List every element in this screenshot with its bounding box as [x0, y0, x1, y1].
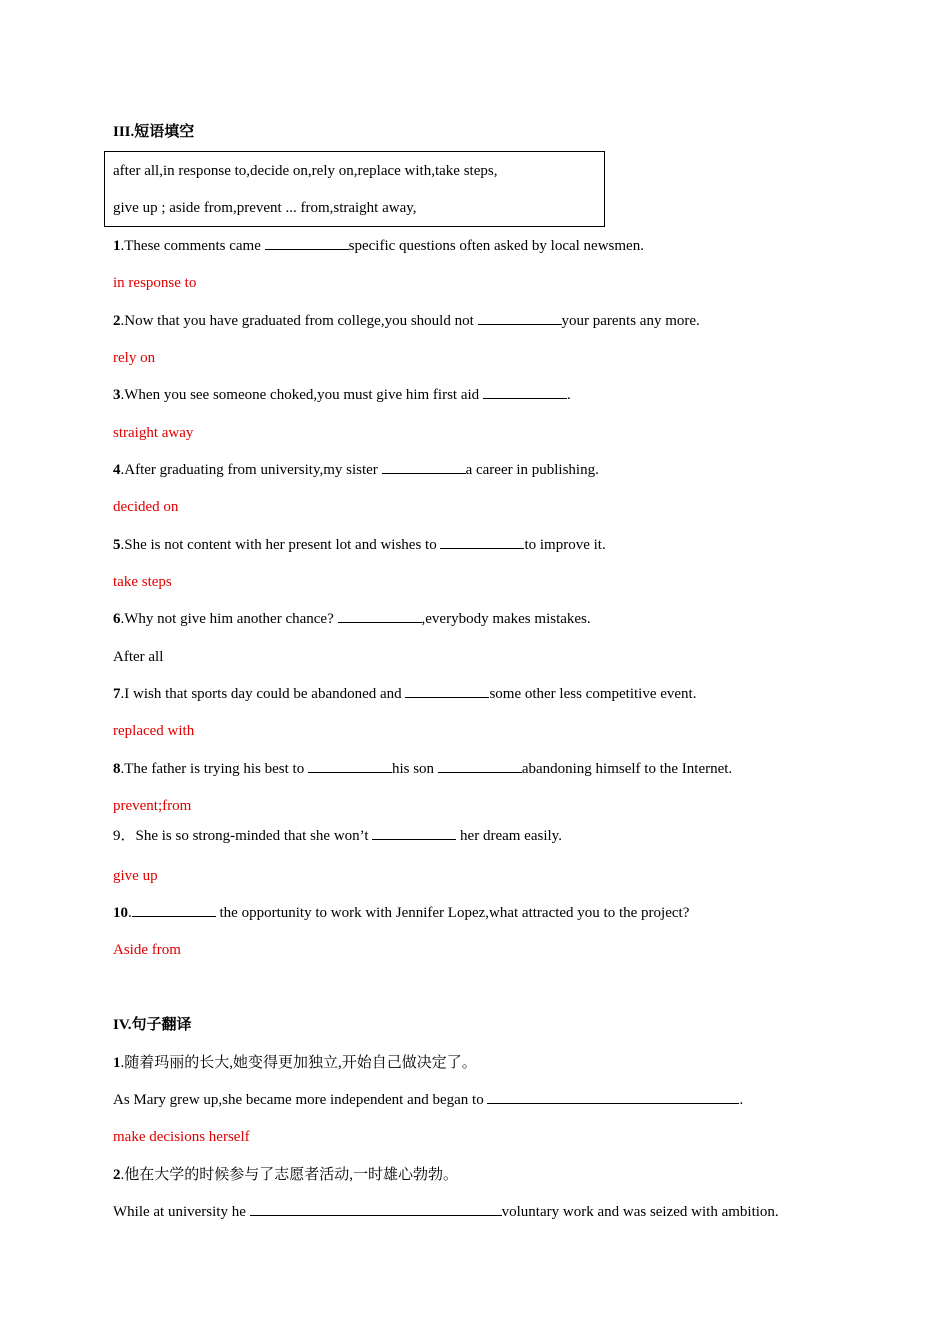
question-text: .She is not content with her present lot and wishes to [120, 537, 441, 553]
question-7 [113, 684, 696, 704]
question-2 [113, 311, 700, 331]
question-text: his son [391, 761, 438, 777]
question-number: 3 [113, 387, 121, 403]
question-text: to improve it. [524, 537, 606, 553]
phrase-box [104, 151, 605, 227]
translation-text: voluntary work and was seized with ambition. [501, 1204, 779, 1220]
translation-2-english [113, 1202, 779, 1222]
translation-1-english [113, 1090, 743, 1110]
question-text: .When you see someone choked,you must give him first aid [120, 387, 483, 403]
question-9 [113, 826, 562, 846]
answer-blank[interactable] [132, 903, 216, 917]
question-text: .I wish that sports day could be abandoned and [120, 686, 406, 702]
question-text: ,everybody makes mistakes. [421, 611, 591, 627]
answer-blank[interactable] [372, 826, 456, 840]
answer-blank[interactable] [438, 759, 522, 773]
question-number: 1 [113, 238, 121, 254]
answer-2: rely on [113, 350, 156, 366]
question-1 [113, 236, 644, 256]
answer-blank[interactable] [265, 236, 349, 250]
question-text: . [128, 905, 132, 921]
translation-2-chinese [113, 1165, 458, 1185]
answer-3: straight away [113, 425, 194, 441]
question-text: .These comments came [120, 238, 265, 254]
answer-9: give up [113, 868, 158, 884]
question-text: .Now that you have graduated from college,you should not [120, 313, 478, 329]
answer-blank[interactable] [382, 460, 466, 474]
question-number: 5 [113, 537, 121, 553]
question-text: your parents any more. [561, 313, 700, 329]
chinese-sentence: .随着玛丽的长大,她变得更加独立,开始自己做决定了。 [120, 1055, 477, 1071]
phrase-box-line-1: after all,in response to,decide on,rely on,replace with,take steps, [113, 163, 498, 179]
question-text: her dream easily. [456, 828, 562, 844]
answer-blank[interactable] [308, 759, 392, 773]
question-number: 10 [113, 905, 128, 921]
translation-answer-1: make decisions herself [113, 1129, 250, 1145]
translation-text: As Mary grew up,she became more independent and began to [113, 1092, 488, 1108]
question-8 [113, 759, 732, 779]
question-4 [113, 460, 599, 480]
question-number: 6 [113, 611, 121, 627]
answer-blank[interactable] [440, 535, 524, 549]
translation-1-chinese [113, 1053, 477, 1073]
answer-10: Aside from [113, 942, 181, 958]
answer-5: take steps [113, 574, 172, 590]
translation-number: 1 [113, 1055, 121, 1071]
question-10 [113, 903, 689, 923]
translation-text: . [739, 1092, 744, 1108]
answer-blank[interactable] [478, 311, 562, 325]
answer-blank[interactable] [250, 1202, 502, 1216]
question-text: .The father is trying his best to [120, 761, 308, 777]
question-number: 4 [113, 462, 121, 478]
phrase-box-line-2: give up ; aside from,prevent ... from,straight away, [113, 200, 417, 216]
question-3 [113, 385, 571, 405]
answer-7: replaced with [113, 723, 195, 739]
answer-6: After all [113, 649, 164, 665]
question-text: the opportunity to work with Jennifer Lopez,what attracted you to the project? [215, 905, 690, 921]
question-number: 8 [113, 761, 121, 777]
question-text: 9．She is so strong-minded that she won’t [113, 828, 373, 844]
question-number: 7 [113, 686, 121, 702]
question-text: a career in publishing. [465, 462, 599, 478]
section-3-heading [113, 122, 194, 142]
question-5 [113, 535, 606, 555]
question-6 [113, 609, 591, 629]
question-number: 2 [113, 313, 121, 329]
question-text: some other less competitive event. [489, 686, 697, 702]
question-text: .Why not give him another chance? [120, 611, 338, 627]
section-4-title: 句子翻译 [131, 1017, 192, 1033]
translation-text: While at university he [113, 1204, 250, 1220]
answer-blank[interactable] [487, 1090, 739, 1104]
answer-blank[interactable] [338, 609, 422, 623]
question-text: .After graduating from university,my sister [120, 462, 382, 478]
answer-1: in response to [113, 275, 197, 291]
question-text: . [566, 387, 571, 403]
answer-blank[interactable] [483, 385, 567, 399]
answer-8: prevent;from [113, 798, 192, 814]
chinese-sentence: .他在大学的时候参与了志愿者活动,一时雄心勃勃。 [120, 1167, 459, 1183]
answer-blank[interactable] [405, 684, 489, 698]
section-3-number: III. [113, 124, 135, 140]
section-4-number: IV. [113, 1017, 132, 1033]
answer-4: decided on [113, 499, 179, 515]
translation-number: 2 [113, 1167, 121, 1183]
question-text: abandoning himself to the Internet. [521, 761, 733, 777]
section-4-heading [113, 1015, 192, 1035]
question-text: specific questions often asked by local newsmen. [348, 238, 644, 254]
section-3-title: 短语填空 [134, 124, 195, 140]
